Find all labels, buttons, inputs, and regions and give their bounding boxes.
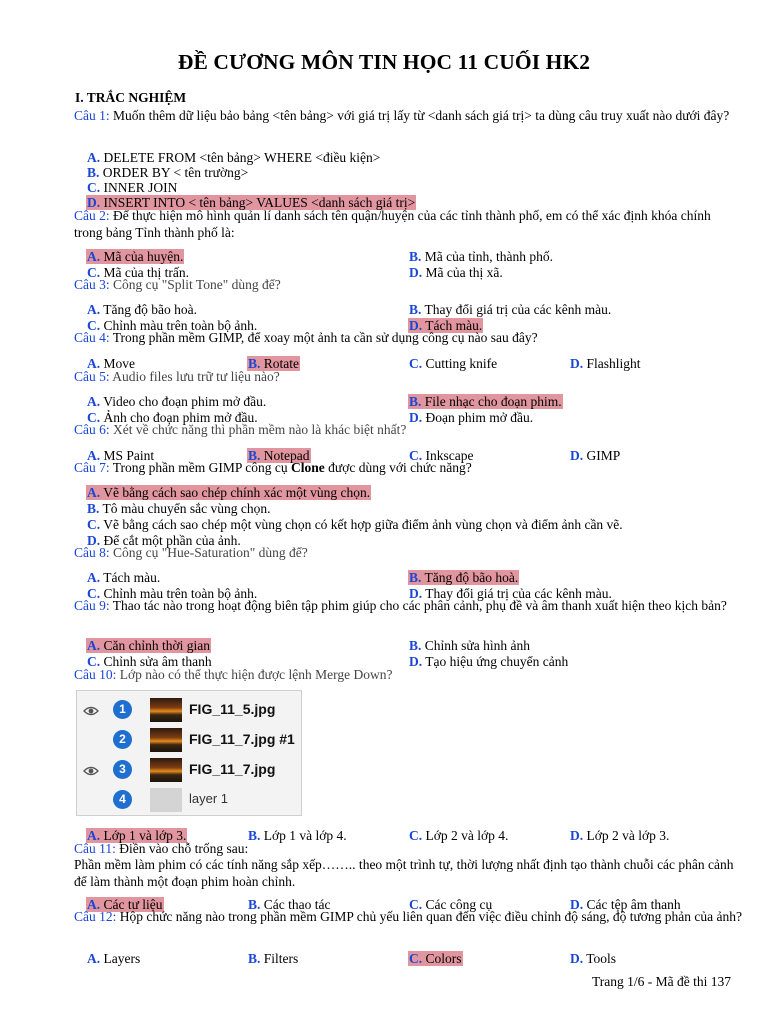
question-stem [74,667,742,684]
question-stem [74,909,742,926]
option-letter: D. [570,897,584,912]
layer-row[interactable] [77,725,301,755]
option-text: Video cho đoạn phim mở đầu. [100,394,267,409]
option-letter: D. [409,318,423,333]
option-text: Thay đổi giá trị của các kênh màu. [421,302,612,317]
question-number: Câu 11: [74,841,120,856]
question-text: Trong phần mềm GIMP, để xoay một ảnh ta cần sử dụng công cụ nào sau đây? [112,330,538,345]
option-text: INSERT INTO < tên bảng> VALUES <danh sách giá trị> [100,195,416,210]
question-stem [74,330,742,347]
option-letter: C. [87,410,101,425]
layers-panel-figure [76,690,302,816]
option-text: Tăng độ bão hoà. [421,570,519,585]
option-c [86,517,624,532]
option-text: Các thao tác [260,897,331,912]
layer-thumbnail [150,698,182,722]
option-text: Mã của thị xã. [422,265,503,280]
option-letter: A. [87,302,101,317]
option-letter: B. [409,638,422,653]
layer-name: layer 1 [189,791,229,806]
question-number: Câu 12: [74,909,120,924]
option-c [86,180,178,195]
option-b [86,165,249,180]
layer-number-badge: 2 [113,730,132,749]
option-letter: C. [87,265,101,280]
option-text: File nhạc cho đoạn phim. [421,394,562,409]
option-letter: B. [248,448,261,463]
option-letter: D. [87,195,101,210]
option-text: Vẽ bằng cách sao chép chính xác một vùng chọn. [100,485,371,500]
option-text: GIMP [583,448,621,463]
option-text: Tạo hiệu ứng chuyển cảnh [422,654,569,669]
option-text: Lớp 1 và lớp 3. [100,828,187,843]
option-b [408,249,554,264]
option-a [86,570,161,585]
option-text: Notepad [260,448,310,463]
option-text: Lớp 1 và lớp 4. [260,828,347,843]
option-c [408,951,463,966]
option-text: Chỉnh sửa hình ảnh [421,638,530,653]
layer-thumbnail [150,728,182,752]
option-text: Inkscape [422,448,474,463]
option-a [86,394,267,409]
page-footer: Trang 1/6 - Mã đề thi 137 [592,974,731,989]
layer-thumbnail [150,758,182,782]
option-letter: D. [570,356,584,371]
option-a [86,638,211,653]
question-text: Công cụ "Split Tone" dùng để? [113,277,281,292]
layer-name: FIG_11_5.jpg [189,701,276,717]
layer-name: FIG_11_7.jpg [189,761,276,777]
option-letter: A. [87,485,101,500]
option-letter: D. [409,265,423,280]
option-text: Tô màu chuyển sắc vùng chọn. [99,501,271,516]
question-stem [74,369,742,386]
option-letter: D. [87,533,101,548]
question-text: Muốn thêm dữ liệu bảo bảng <tên bảng> với giá trị lấy từ <danh sách giá trị> ta dùng câu truy xuất nào dưới đây? [113,108,730,123]
option-a [86,951,141,966]
option-text: Đoạn phim mở đầu. [422,410,534,425]
option-text: Chỉnh màu trên toàn bộ ảnh. [100,586,258,601]
question-text: Audio files lưu trữ tư liệu nào? [112,369,280,384]
option-text: ORDER BY < tên trường> [99,165,249,180]
option-text: Lớp 2 và lớp 3. [583,828,670,843]
layer-row[interactable] [77,695,301,725]
option-letter: C. [409,897,423,912]
option-letter: D. [409,654,423,669]
option-text: Move [100,356,135,371]
question-text: Thao tác nào trong hoạt động biên tập phim giúp cho các phân cảnh, phụ đề và âm thanh xuất hiện theo kịch bản? [112,598,727,613]
option-b [408,638,531,653]
option-letter: B. [248,897,261,912]
option-letter: C. [87,318,101,333]
option-text: Các công cụ [422,897,493,912]
layer-row[interactable] [77,785,301,815]
question-stem [74,841,742,858]
option-letter: A. [87,828,101,843]
question-stem [74,108,742,125]
option-letter: C. [87,180,101,195]
question-text: Xét về chức năng thì phần mềm nào là khác biệt nhất? [113,422,407,437]
option-letter: A. [87,951,101,966]
question-stem [74,422,742,439]
question-text: Trong phần mềm GIMP công cụ Clone được dùng với chức năng? [112,460,472,475]
question-number: Câu 1: [74,108,113,123]
question-number: Câu 3: [74,277,113,292]
question-text: Công cụ "Hue-Saturation" dùng để? [113,545,308,560]
eye-icon[interactable] [83,764,99,776]
option-letter: A. [87,570,101,585]
option-text: Rotate [260,356,300,371]
question-stem [74,277,742,294]
option-text: Cutting knife [422,356,498,371]
option-letter: A. [87,356,101,371]
option-letter: C. [87,654,101,669]
option-letter: A. [87,448,101,463]
question-number: Câu 5: [74,369,113,384]
option-letter: B. [87,501,100,516]
option-text: Mã của huyện. [100,249,184,264]
option-letter: B. [409,302,422,317]
layer-name: FIG_11_7.jpg #1 [189,731,295,747]
question-text: Lớp nào có thể thực hiện được lệnh Merge Down? [119,667,393,682]
option-letter: B. [248,951,261,966]
option-text: Chỉnh sửa âm thanh [100,654,212,669]
question-text: Điền vào chỗ trống sau: [119,841,249,856]
page-title: ĐỀ CƯƠNG MÔN TIN HỌC 11 CUỐI HK2 [177,50,591,74]
question-number: Câu 10: [74,667,120,682]
option-letter: D. [409,586,423,601]
layer-number-badge: 4 [113,790,132,809]
option-letter: C. [409,828,423,843]
option-letter: C. [87,517,101,532]
option-d [569,951,617,966]
option-b [408,570,519,585]
question-number: Câu 6: [74,422,113,437]
option-letter: B. [87,165,100,180]
option-text: Thay đổi giá trị của các kênh màu. [422,586,612,601]
question-number: Câu 7: [74,460,113,475]
option-a [86,302,198,317]
option-text: Tools [583,951,617,966]
option-b [86,501,271,516]
layer-row[interactable] [77,755,301,785]
question-number: Câu 4: [74,330,113,345]
option-letter: A. [87,638,101,653]
option-text: Filters [260,951,299,966]
question-number: Câu 9: [74,598,113,613]
question-text-continued: Phần mềm làm phim có các tính năng sắp xếp…….. theo một trình tự, thời lượng nhất định tạo thành chuỗi các phân cảnh để làm thành một đoạn phim hoàn chỉnh. [74,857,734,889]
option-b [408,302,612,317]
option-letter: B. [409,249,422,264]
option-letter: A. [87,394,101,409]
option-letter: D. [409,410,423,425]
option-letter: A. [87,897,101,912]
option-letter: D. [570,951,584,966]
option-b [408,394,563,409]
option-text: MS Paint [100,448,155,463]
option-text: Ảnh cho đoạn phim mở đầu. [100,410,258,425]
option-text: DELETE FROM <tên bảng> WHERE <điều kiện> [100,150,381,165]
option-text: Layers [100,951,141,966]
option-letter: D. [570,448,584,463]
option-text: Các tư liệu [100,897,163,912]
layer-number-badge: 1 [113,700,132,719]
option-letter: A. [87,249,101,264]
layer-number-badge: 3 [113,760,132,779]
question-stem [74,598,742,615]
question-text: Hộp chức năng nào trong phần mềm GIMP chủ yếu liên quan đến việc điều chỉnh độ sáng, độ tương phản của ảnh? [119,909,742,924]
option-letter: B. [248,356,261,371]
option-text: Tách màu. [422,318,483,333]
option-letter: D. [570,828,584,843]
option-letter: B. [409,394,422,409]
option-text: Các tệp âm thanh [583,897,681,912]
option-letter: A. [87,150,101,165]
option-a [86,485,371,500]
option-b [247,951,299,966]
question-stem [74,208,742,241]
question-stem [74,545,742,562]
question-stem [74,460,742,477]
option-text: Mã của tỉnh, thành phố. [421,249,553,264]
option-text: Vẽ bằng cách sao chép một vùng chọn có kết hợp giữa điểm ảnh vùng chọn và điểm ảnh cần vẽ. [100,517,623,532]
option-text: Căn chỉnh thời gian [100,638,210,653]
question-number: Câu 8: [74,545,113,560]
option-text: Chỉnh màu trên toàn bộ ảnh. [100,318,258,333]
option-text: Tách màu. [100,570,161,585]
option-letter: C. [87,586,101,601]
question-text: Để thực hiện mô hình quản lí danh sách tên quận/huyện của các tỉnh thành phố, em có thể xác định khóa chính trong bảng Tỉnh thành phố là: [74,208,711,240]
section-heading: I. TRẮC NGHIỆM [75,90,187,105]
option-text: Lớp 2 và lớp 4. [422,828,509,843]
option-text: Mã của thị trấn. [100,265,189,280]
option-a [86,249,184,264]
option-text: Colors [422,951,462,966]
option-text: Flashlight [583,356,641,371]
option-letter: B. [409,570,422,585]
question-number: Câu 2: [74,208,113,223]
eye-icon[interactable] [83,704,99,716]
option-text: INNER JOIN [100,180,178,195]
option-letter: C. [409,356,423,371]
option-letter: B. [248,828,261,843]
option-letter: C. [409,951,423,966]
option-text: Tăng độ bão hoà. [100,302,197,317]
option-text: Để cắt một phần của ảnh. [100,533,241,548]
option-letter: C. [409,448,423,463]
option-a [86,150,381,165]
layer-thumbnail [150,788,182,812]
